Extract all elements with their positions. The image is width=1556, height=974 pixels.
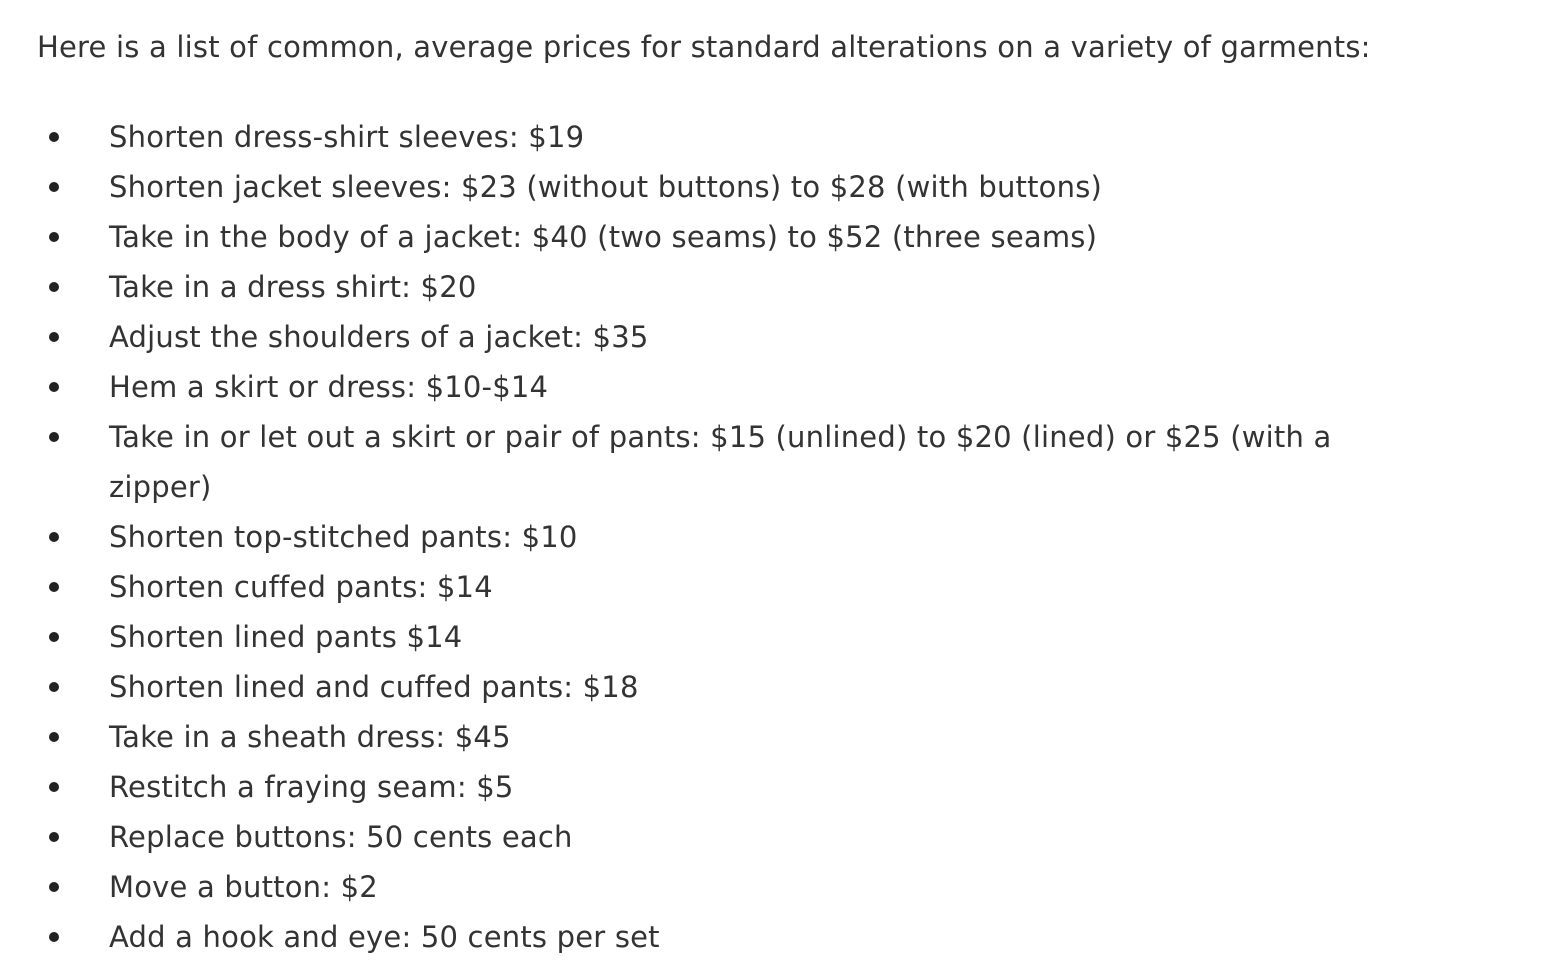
list-item — [37, 412, 1517, 512]
bullet-icon — [49, 382, 59, 392]
bullet-icon — [49, 132, 59, 142]
list-item-text: Take in a sheath dress: $45 — [109, 720, 511, 754]
list-item-text: Add a hook and eye: 50 cents per set — [109, 920, 660, 954]
list-item — [37, 262, 1517, 312]
bullet-icon — [49, 632, 59, 642]
alteration-price-list — [37, 112, 1517, 962]
list-item-text: Take in a dress shirt: $20 — [109, 270, 477, 304]
list-item — [37, 912, 1517, 962]
list-item-text: Adjust the shoulders of a jacket: $35 — [109, 320, 649, 354]
list-item — [37, 362, 1517, 412]
bullet-icon — [49, 882, 59, 892]
bullet-icon — [49, 932, 59, 942]
list-item — [37, 812, 1517, 862]
bullet-icon — [49, 782, 59, 792]
list-item-text: Replace buttons: 50 cents each — [109, 820, 573, 854]
intro-paragraph: Here is a list of common, average prices for standard alterations on a variety of garments: — [37, 30, 1371, 64]
list-item — [37, 762, 1517, 812]
list-item-text: Move a button: $2 — [109, 870, 378, 904]
list-item — [37, 512, 1517, 562]
list-item-text: Shorten top-stitched pants: $10 — [109, 520, 578, 554]
bullet-icon — [49, 582, 59, 592]
bullet-icon — [49, 182, 59, 192]
list-item — [37, 312, 1517, 362]
list-item — [37, 862, 1517, 912]
list-item-text: Shorten lined and cuffed pants: $18 — [109, 670, 639, 704]
bullet-icon — [49, 532, 59, 542]
list-item-text: Shorten jacket sleeves: $23 (without buttons) to $28 (with buttons) — [109, 170, 1103, 204]
list-item — [37, 712, 1517, 762]
list-item-text: Hem a skirt or dress: $10-$14 — [109, 370, 549, 404]
list-item — [37, 612, 1517, 662]
bullet-icon — [49, 232, 59, 242]
list-item-text: Shorten cuffed pants: $14 — [109, 570, 493, 604]
bullet-icon — [49, 682, 59, 692]
list-item — [37, 112, 1517, 162]
bullet-icon — [49, 832, 59, 842]
bullet-icon — [49, 332, 59, 342]
list-item-text: Shorten dress-shirt sleeves: $19 — [109, 120, 585, 154]
bullet-icon — [49, 732, 59, 742]
list-item-text: Restitch a fraying seam: $5 — [109, 770, 514, 804]
list-item — [37, 212, 1517, 262]
bullet-icon — [49, 282, 59, 292]
list-item — [37, 562, 1517, 612]
bullet-icon — [49, 432, 59, 442]
list-item-text: Take in the body of a jacket: $40 (two seams) to $52 (three seams) — [109, 220, 1098, 254]
document-body — [37, 22, 1517, 962]
list-item-text: Shorten lined pants $14 — [109, 620, 463, 654]
list-item-text: Take in or let out a skirt or pair of pants: $15 (unlined) to $20 (lined) or $25 (with a zipper) — [109, 420, 1332, 504]
list-item — [37, 162, 1517, 212]
list-item — [37, 662, 1517, 712]
